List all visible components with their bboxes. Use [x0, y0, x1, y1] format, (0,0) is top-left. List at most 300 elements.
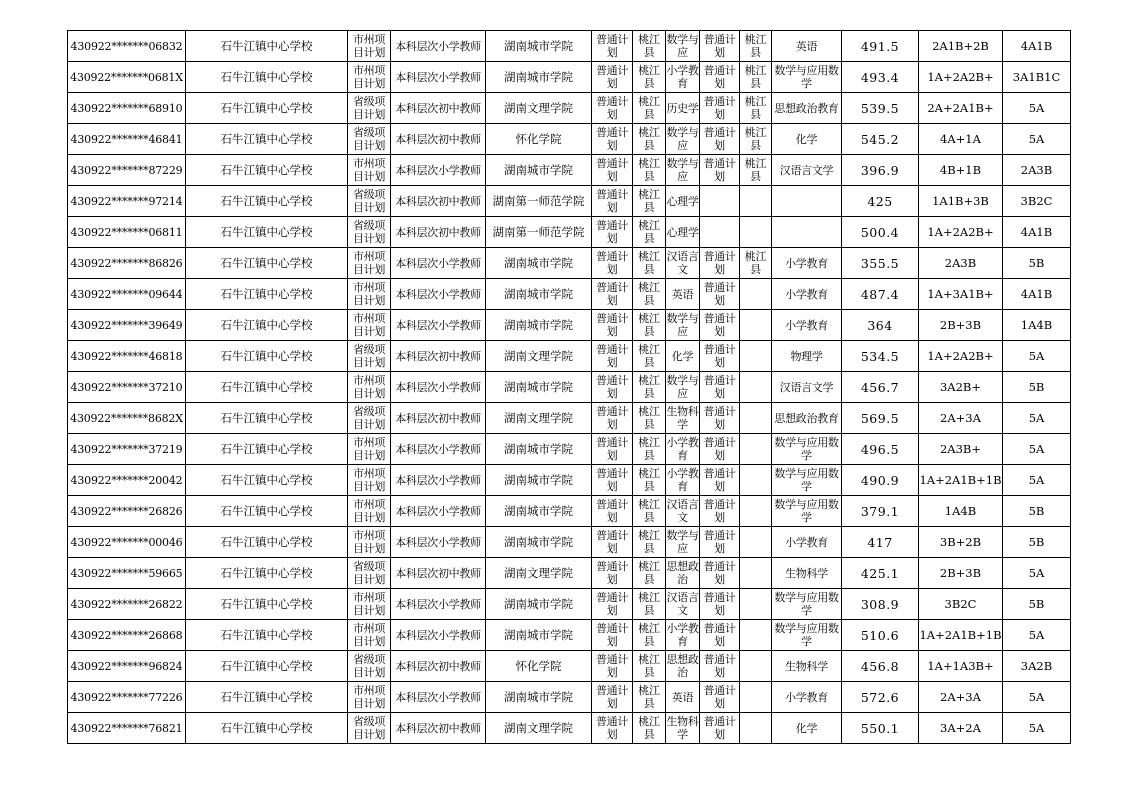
cell-score: 425.1	[842, 558, 919, 589]
cell-county-2	[740, 558, 772, 589]
cell-county: 桃江县	[633, 31, 666, 62]
cell-grade-a: 2B+3B	[919, 558, 1003, 589]
cell-grade-b: 5B	[1003, 372, 1071, 403]
cell-plan-category-2: 普通计划	[700, 558, 740, 589]
cell-college: 怀化学院	[486, 124, 592, 155]
cell-teacher-level: 本科层次初中教师	[391, 341, 486, 372]
cell-school: 石牛江镇中心学校	[186, 372, 348, 403]
cell-grade-b: 5B	[1003, 527, 1071, 558]
cell-id-number: 430922*******26868	[68, 620, 186, 651]
cell-score: 569.5	[842, 403, 919, 434]
table-row	[68, 465, 1071, 496]
cell-teacher-level: 本科层次初中教师	[391, 558, 486, 589]
cell-plan-category-2: 普通计划	[700, 62, 740, 93]
cell-school: 石牛江镇中心学校	[186, 620, 348, 651]
cell-county-2	[740, 682, 772, 713]
table-row	[68, 713, 1071, 744]
cell-major: 数学与应	[666, 310, 700, 341]
cell-plan-category: 普通计划	[592, 62, 633, 93]
cell-grade-b: 2A3B	[1003, 155, 1071, 186]
cell-county-2: 桃江县	[740, 155, 772, 186]
cell-teacher-level: 本科层次初中教师	[391, 93, 486, 124]
cell-grade-b: 5B	[1003, 248, 1071, 279]
cell-county: 桃江县	[633, 217, 666, 248]
cell-grade-a: 2A3B+	[919, 434, 1003, 465]
cell-college: 湖南文理学院	[486, 713, 592, 744]
cell-score: 417	[842, 527, 919, 558]
cell-plan-type: 市州项目计划	[348, 31, 391, 62]
cell-subject: 英语	[772, 31, 842, 62]
cell-major: 英语	[666, 682, 700, 713]
cell-plan-category: 普通计划	[592, 589, 633, 620]
cell-plan-category-2: 普通计划	[700, 589, 740, 620]
cell-school: 石牛江镇中心学校	[186, 341, 348, 372]
cell-id-number: 430922*******76821	[68, 713, 186, 744]
cell-teacher-level: 本科层次小学教师	[391, 248, 486, 279]
table-row	[68, 434, 1071, 465]
cell-grade-a: 3B2C	[919, 589, 1003, 620]
cell-plan-category-2	[700, 186, 740, 217]
cell-plan-type: 市州项目计划	[348, 248, 391, 279]
cell-teacher-level: 本科层次小学教师	[391, 434, 486, 465]
cell-school: 石牛江镇中心学校	[186, 279, 348, 310]
cell-county: 桃江县	[633, 372, 666, 403]
table-body	[68, 31, 1071, 744]
cell-plan-category-2: 普通计划	[700, 248, 740, 279]
cell-grade-b: 5A	[1003, 93, 1071, 124]
cell-plan-category-2: 普通计划	[700, 279, 740, 310]
cell-plan-category-2: 普通计划	[700, 713, 740, 744]
cell-plan-category: 普通计划	[592, 682, 633, 713]
cell-county-2	[740, 341, 772, 372]
cell-grade-b: 5A	[1003, 124, 1071, 155]
cell-major: 小学教育	[666, 62, 700, 93]
cell-college: 湖南第一师范学院	[486, 217, 592, 248]
cell-plan-type: 市州项目计划	[348, 465, 391, 496]
cell-school: 石牛江镇中心学校	[186, 589, 348, 620]
cell-grade-a: 1A+1A3B+	[919, 651, 1003, 682]
cell-teacher-level: 本科层次小学教师	[391, 620, 486, 651]
cell-college: 湖南城市学院	[486, 155, 592, 186]
cell-county: 桃江县	[633, 589, 666, 620]
cell-grade-a: 3A2B+	[919, 372, 1003, 403]
cell-grade-b: 5A	[1003, 341, 1071, 372]
cell-county-2	[740, 279, 772, 310]
cell-county: 桃江县	[633, 465, 666, 496]
cell-plan-category-2: 普通计划	[700, 341, 740, 372]
cell-id-number: 430922*******26822	[68, 589, 186, 620]
cell-county: 桃江县	[633, 186, 666, 217]
cell-county: 桃江县	[633, 310, 666, 341]
cell-county-2: 桃江县	[740, 31, 772, 62]
cell-grade-a: 2A+3A	[919, 403, 1003, 434]
cell-grade-b: 4A1B	[1003, 31, 1071, 62]
cell-major: 汉语言文	[666, 589, 700, 620]
cell-subject: 生物科学	[772, 558, 842, 589]
cell-plan-type: 市州项目计划	[348, 589, 391, 620]
cell-county: 桃江县	[633, 62, 666, 93]
cell-county: 桃江县	[633, 248, 666, 279]
cell-plan-type: 省级项目计划	[348, 341, 391, 372]
table-row	[68, 589, 1071, 620]
cell-teacher-level: 本科层次小学教师	[391, 372, 486, 403]
cell-major: 历史学	[666, 93, 700, 124]
cell-plan-category: 普通计划	[592, 651, 633, 682]
cell-plan-category-2: 普通计划	[700, 93, 740, 124]
cell-grade-a: 3A+2A	[919, 713, 1003, 744]
cell-teacher-level: 本科层次初中教师	[391, 651, 486, 682]
cell-score: 487.4	[842, 279, 919, 310]
enrollment-table	[67, 30, 1071, 744]
cell-plan-category-2: 普通计划	[700, 620, 740, 651]
cell-plan-category-2: 普通计划	[700, 527, 740, 558]
cell-major: 数学与应	[666, 155, 700, 186]
cell-major: 生物科学	[666, 713, 700, 744]
cell-plan-type: 省级项目计划	[348, 651, 391, 682]
cell-plan-type: 省级项目计划	[348, 124, 391, 155]
cell-id-number: 430922*******37219	[68, 434, 186, 465]
cell-score: 308.9	[842, 589, 919, 620]
cell-subject: 小学教育	[772, 279, 842, 310]
cell-grade-a: 1A+3A1B+	[919, 279, 1003, 310]
cell-subject: 化学	[772, 713, 842, 744]
cell-subject: 小学教育	[772, 527, 842, 558]
cell-score: 500.4	[842, 217, 919, 248]
cell-score: 493.4	[842, 62, 919, 93]
cell-teacher-level: 本科层次初中教师	[391, 713, 486, 744]
cell-plan-category: 普通计划	[592, 558, 633, 589]
cell-county-2	[740, 372, 772, 403]
cell-college: 湖南城市学院	[486, 248, 592, 279]
cell-major: 小学教育	[666, 465, 700, 496]
cell-subject: 思想政治教育	[772, 93, 842, 124]
cell-subject: 汉语言文学	[772, 155, 842, 186]
cell-major: 化学	[666, 341, 700, 372]
cell-plan-category-2: 普通计划	[700, 124, 740, 155]
cell-id-number: 430922*******06811	[68, 217, 186, 248]
cell-subject: 小学教育	[772, 248, 842, 279]
cell-college: 湖南城市学院	[486, 589, 592, 620]
cell-score: 539.5	[842, 93, 919, 124]
cell-subject: 思想政治教育	[772, 403, 842, 434]
cell-plan-category-2	[700, 217, 740, 248]
table-row	[68, 558, 1071, 589]
cell-grade-b: 5B	[1003, 589, 1071, 620]
cell-grade-a: 3B+2B	[919, 527, 1003, 558]
cell-college: 湖南第一师范学院	[486, 186, 592, 217]
cell-county-2	[740, 186, 772, 217]
cell-school: 石牛江镇中心学校	[186, 93, 348, 124]
cell-score: 490.9	[842, 465, 919, 496]
cell-id-number: 430922*******97214	[68, 186, 186, 217]
cell-grade-b: 5A	[1003, 434, 1071, 465]
cell-county: 桃江县	[633, 124, 666, 155]
cell-college: 怀化学院	[486, 651, 592, 682]
cell-score: 364	[842, 310, 919, 341]
cell-major: 数学与应	[666, 527, 700, 558]
cell-grade-b: 3A1B1C	[1003, 62, 1071, 93]
cell-county: 桃江县	[633, 682, 666, 713]
cell-grade-b: 5A	[1003, 403, 1071, 434]
cell-subject	[772, 217, 842, 248]
cell-subject: 化学	[772, 124, 842, 155]
cell-plan-category: 普通计划	[592, 403, 633, 434]
cell-school: 石牛江镇中心学校	[186, 186, 348, 217]
cell-id-number: 430922*******77226	[68, 682, 186, 713]
cell-id-number: 430922*******46841	[68, 124, 186, 155]
cell-plan-category: 普通计划	[592, 465, 633, 496]
cell-id-number: 430922*******86826	[68, 248, 186, 279]
cell-plan-type: 市州项目计划	[348, 527, 391, 558]
cell-grade-b: 3A2B	[1003, 651, 1071, 682]
cell-plan-category-2: 普通计划	[700, 465, 740, 496]
cell-plan-type: 省级项目计划	[348, 713, 391, 744]
cell-plan-type: 省级项目计划	[348, 558, 391, 589]
cell-plan-type: 市州项目计划	[348, 310, 391, 341]
cell-teacher-level: 本科层次初中教师	[391, 217, 486, 248]
cell-plan-category-2: 普通计划	[700, 682, 740, 713]
cell-id-number: 430922*******00046	[68, 527, 186, 558]
cell-grade-b: 5A	[1003, 713, 1071, 744]
cell-score: 534.5	[842, 341, 919, 372]
cell-plan-type: 市州项目计划	[348, 496, 391, 527]
table-row	[68, 62, 1071, 93]
cell-plan-category-2: 普通计划	[700, 372, 740, 403]
cell-score: 496.5	[842, 434, 919, 465]
cell-plan-type: 省级项目计划	[348, 217, 391, 248]
cell-college: 湖南城市学院	[486, 527, 592, 558]
cell-plan-category: 普通计划	[592, 279, 633, 310]
cell-id-number: 430922*******0681X	[68, 62, 186, 93]
table-row	[68, 279, 1071, 310]
table-row	[68, 186, 1071, 217]
cell-major: 英语	[666, 279, 700, 310]
cell-id-number: 430922*******20042	[68, 465, 186, 496]
cell-county: 桃江县	[633, 341, 666, 372]
cell-id-number: 430922*******8682X	[68, 403, 186, 434]
cell-county-2	[740, 527, 772, 558]
cell-id-number: 430922*******06832	[68, 31, 186, 62]
cell-teacher-level: 本科层次小学教师	[391, 496, 486, 527]
cell-plan-category-2: 普通计划	[700, 496, 740, 527]
table-row	[68, 217, 1071, 248]
cell-subject: 生物科学	[772, 651, 842, 682]
cell-score: 456.8	[842, 651, 919, 682]
cell-school: 石牛江镇中心学校	[186, 248, 348, 279]
cell-teacher-level: 本科层次小学教师	[391, 62, 486, 93]
cell-county: 桃江县	[633, 558, 666, 589]
cell-college: 湖南城市学院	[486, 372, 592, 403]
cell-college: 湖南文理学院	[486, 403, 592, 434]
cell-major: 小学教育	[666, 620, 700, 651]
cell-grade-b: 5A	[1003, 682, 1071, 713]
cell-plan-type: 市州项目计划	[348, 155, 391, 186]
cell-id-number: 430922*******26826	[68, 496, 186, 527]
cell-plan-category: 普通计划	[592, 124, 633, 155]
cell-major: 小学教育	[666, 434, 700, 465]
cell-id-number: 430922*******37210	[68, 372, 186, 403]
cell-county: 桃江县	[633, 279, 666, 310]
cell-subject: 物理学	[772, 341, 842, 372]
cell-school: 石牛江镇中心学校	[186, 713, 348, 744]
table-row	[68, 310, 1071, 341]
cell-county-2	[740, 496, 772, 527]
cell-school: 石牛江镇中心学校	[186, 651, 348, 682]
cell-college: 湖南文理学院	[486, 341, 592, 372]
cell-plan-type: 市州项目计划	[348, 372, 391, 403]
cell-score: 425	[842, 186, 919, 217]
cell-major: 心理学	[666, 186, 700, 217]
cell-teacher-level: 本科层次初中教师	[391, 186, 486, 217]
cell-school: 石牛江镇中心学校	[186, 527, 348, 558]
cell-grade-a: 1A+2A2B+	[919, 62, 1003, 93]
cell-subject: 数学与应用数学	[772, 589, 842, 620]
cell-plan-category: 普通计划	[592, 186, 633, 217]
cell-teacher-level: 本科层次小学教师	[391, 527, 486, 558]
cell-id-number: 430922*******68910	[68, 93, 186, 124]
cell-grade-a: 2B+3B	[919, 310, 1003, 341]
cell-plan-category: 普通计划	[592, 341, 633, 372]
cell-county: 桃江县	[633, 434, 666, 465]
cell-teacher-level: 本科层次初中教师	[391, 403, 486, 434]
cell-grade-b: 3B2C	[1003, 186, 1071, 217]
cell-county: 桃江县	[633, 93, 666, 124]
cell-county-2	[740, 620, 772, 651]
table-row	[68, 341, 1071, 372]
cell-teacher-level: 本科层次小学教师	[391, 310, 486, 341]
cell-grade-b: 5A	[1003, 465, 1071, 496]
cell-county-2	[740, 310, 772, 341]
cell-school: 石牛江镇中心学校	[186, 403, 348, 434]
cell-county-2: 桃江县	[740, 93, 772, 124]
cell-college: 湖南城市学院	[486, 310, 592, 341]
cell-plan-type: 市州项目计划	[348, 682, 391, 713]
cell-score: 355.5	[842, 248, 919, 279]
cell-grade-b: 4A1B	[1003, 217, 1071, 248]
cell-college: 湖南城市学院	[486, 62, 592, 93]
cell-grade-b: 4A1B	[1003, 279, 1071, 310]
cell-county-2	[740, 217, 772, 248]
cell-teacher-level: 本科层次小学教师	[391, 589, 486, 620]
cell-college: 湖南城市学院	[486, 465, 592, 496]
table-row	[68, 527, 1071, 558]
cell-teacher-level: 本科层次小学教师	[391, 279, 486, 310]
cell-school: 石牛江镇中心学校	[186, 155, 348, 186]
cell-grade-b: 1A4B	[1003, 310, 1071, 341]
cell-score: 545.2	[842, 124, 919, 155]
table-row	[68, 93, 1071, 124]
table-row	[68, 682, 1071, 713]
cell-grade-a: 2A+2A1B+	[919, 93, 1003, 124]
cell-subject: 数学与应用数学	[772, 62, 842, 93]
cell-county-2	[740, 713, 772, 744]
cell-plan-category: 普通计划	[592, 31, 633, 62]
cell-subject: 汉语言文学	[772, 372, 842, 403]
cell-college: 湖南城市学院	[486, 31, 592, 62]
cell-major: 思想政治	[666, 651, 700, 682]
cell-plan-category-2: 普通计划	[700, 310, 740, 341]
cell-id-number: 430922*******87229	[68, 155, 186, 186]
cell-county-2	[740, 651, 772, 682]
table-row	[68, 31, 1071, 62]
cell-subject: 数学与应用数学	[772, 434, 842, 465]
table-row	[68, 155, 1071, 186]
cell-major: 思想政治	[666, 558, 700, 589]
cell-plan-type: 市州项目计划	[348, 434, 391, 465]
cell-college: 湖南城市学院	[486, 620, 592, 651]
cell-major: 数学与应	[666, 372, 700, 403]
cell-school: 石牛江镇中心学校	[186, 310, 348, 341]
cell-teacher-level: 本科层次小学教师	[391, 682, 486, 713]
cell-county-2	[740, 403, 772, 434]
cell-county: 桃江县	[633, 620, 666, 651]
cell-plan-category: 普通计划	[592, 372, 633, 403]
cell-grade-a: 2A1B+2B	[919, 31, 1003, 62]
cell-plan-category-2: 普通计划	[700, 651, 740, 682]
cell-county: 桃江县	[633, 496, 666, 527]
cell-grade-a: 1A+2A1B+1B	[919, 465, 1003, 496]
cell-county: 桃江县	[633, 651, 666, 682]
cell-school: 石牛江镇中心学校	[186, 434, 348, 465]
cell-college: 湖南文理学院	[486, 93, 592, 124]
cell-subject: 小学教育	[772, 682, 842, 713]
cell-grade-a: 1A4B	[919, 496, 1003, 527]
cell-plan-category: 普通计划	[592, 496, 633, 527]
cell-plan-type: 省级项目计划	[348, 186, 391, 217]
cell-score: 396.9	[842, 155, 919, 186]
cell-school: 石牛江镇中心学校	[186, 62, 348, 93]
cell-school: 石牛江镇中心学校	[186, 217, 348, 248]
cell-county-2	[740, 589, 772, 620]
cell-grade-b: 5A	[1003, 558, 1071, 589]
cell-plan-category-2: 普通计划	[700, 403, 740, 434]
cell-grade-a: 1A+2A2B+	[919, 341, 1003, 372]
cell-id-number: 430922*******46818	[68, 341, 186, 372]
table-row	[68, 248, 1071, 279]
cell-subject	[772, 186, 842, 217]
cell-subject: 数学与应用数学	[772, 496, 842, 527]
cell-plan-category: 普通计划	[592, 93, 633, 124]
cell-county: 桃江县	[633, 403, 666, 434]
cell-major: 汉语言文	[666, 496, 700, 527]
cell-school: 石牛江镇中心学校	[186, 465, 348, 496]
cell-score: 550.1	[842, 713, 919, 744]
cell-plan-category: 普通计划	[592, 310, 633, 341]
cell-teacher-level: 本科层次小学教师	[391, 155, 486, 186]
cell-id-number: 430922*******39649	[68, 310, 186, 341]
cell-county: 桃江县	[633, 155, 666, 186]
cell-plan-category-2: 普通计划	[700, 31, 740, 62]
cell-plan-category-2: 普通计划	[700, 155, 740, 186]
cell-grade-a: 1A1B+3B	[919, 186, 1003, 217]
cell-school: 石牛江镇中心学校	[186, 682, 348, 713]
cell-school: 石牛江镇中心学校	[186, 31, 348, 62]
cell-plan-type: 省级项目计划	[348, 93, 391, 124]
cell-school: 石牛江镇中心学校	[186, 558, 348, 589]
table-row	[68, 403, 1071, 434]
cell-school: 石牛江镇中心学校	[186, 496, 348, 527]
cell-county-2: 桃江县	[740, 124, 772, 155]
cell-college: 湖南城市学院	[486, 434, 592, 465]
cell-county: 桃江县	[633, 527, 666, 558]
cell-college: 湖南文理学院	[486, 558, 592, 589]
cell-county-2	[740, 434, 772, 465]
cell-teacher-level: 本科层次初中教师	[391, 124, 486, 155]
cell-plan-category: 普通计划	[592, 713, 633, 744]
table-row	[68, 620, 1071, 651]
cell-score: 491.5	[842, 31, 919, 62]
cell-grade-a: 1A+2A2B+	[919, 217, 1003, 248]
